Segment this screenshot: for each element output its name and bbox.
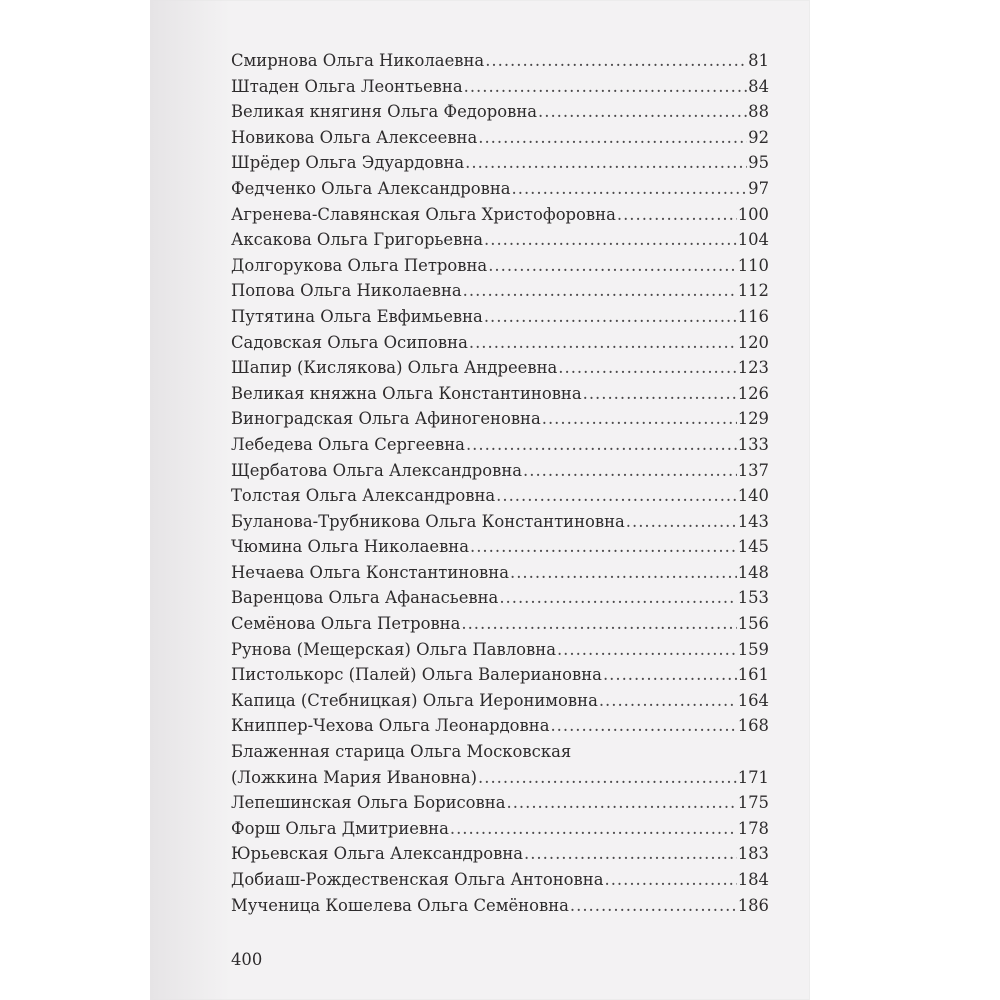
toc-entry-page: 175: [737, 793, 769, 813]
toc-entry: [231, 74, 769, 100]
toc-entry-name: Юрьевская Ольга Александровна: [231, 844, 524, 864]
dot-leader: [506, 790, 736, 816]
toc-entry-page: 81: [748, 51, 769, 70]
toc-entry: [231, 637, 769, 663]
toc-entry-page: 100: [737, 204, 769, 224]
dot-leader: [478, 765, 737, 791]
toc-entry-name: Путятина Ольга Евфимьевна: [231, 306, 483, 326]
dot-leader: [478, 125, 747, 151]
toc-entry-page: 153: [737, 588, 769, 608]
toc-entry-line: [231, 739, 769, 765]
dot-leader: [542, 406, 737, 432]
toc-entry-name: Агренева-Славянская Ольга Христофоровна: [231, 204, 616, 224]
dot-leader: [488, 253, 736, 279]
toc-entry: [231, 150, 769, 176]
dot-leader: [538, 99, 747, 125]
toc-entry-name: Лебедева Ольга Сергеевна: [231, 434, 465, 454]
table-of-contents: [231, 48, 769, 918]
toc-entry-name: Капица (Стебницкая) Ольга Иеронимовна: [231, 690, 598, 710]
toc-entry-page: 92: [748, 127, 769, 147]
toc-entry-name: Виноградская Ольга Афиногеновна: [231, 409, 541, 429]
toc-entry-page: 97: [748, 178, 769, 198]
toc-entry-name: Щербатова Ольга Александровна: [231, 460, 523, 480]
toc-entry-name: Книппер-Чехова Ольга Леонардовна: [231, 716, 550, 736]
toc-entry: [231, 227, 769, 253]
toc-entry-name: Великая княгиня Ольга Федоровна: [231, 102, 538, 122]
toc-entry-page: 112: [737, 281, 769, 301]
dot-leader: [523, 458, 737, 484]
toc-entry-page: 88: [748, 102, 769, 122]
toc-entry-page: 126: [737, 383, 769, 403]
dot-leader: [558, 355, 736, 381]
toc-entry-name: Варенцова Ольга Афанасьевна: [231, 588, 499, 608]
toc-entry: [231, 381, 769, 407]
toc-entry: [231, 483, 769, 509]
dot-leader: [604, 867, 736, 893]
toc-entry-page: 183: [737, 844, 769, 864]
toc-entry: [231, 278, 769, 304]
toc-entry: [231, 432, 769, 458]
toc-entry-page: 143: [737, 511, 769, 531]
toc-entry: [231, 125, 769, 151]
toc-entry: [231, 713, 769, 739]
toc-entry-page: 184: [737, 870, 769, 889]
toc-entry: [231, 585, 769, 611]
toc-entry-page: 186: [737, 895, 769, 915]
dot-leader: [463, 278, 737, 304]
toc-entry: [231, 202, 769, 228]
toc-entry-page: 145: [737, 537, 769, 557]
toc-entry-name: Мученица Кошелева Ольга Семёновна: [231, 895, 569, 915]
toc-entry: [231, 355, 769, 381]
toc-entry-page: 140: [737, 486, 769, 506]
dot-leader: [464, 74, 748, 100]
dot-leader: [524, 841, 737, 867]
dot-leader: [599, 688, 737, 714]
toc-entry: [231, 841, 769, 867]
dot-leader: [484, 304, 737, 330]
toc-entry-name: Аксакова Ольга Григорьевна: [231, 230, 484, 250]
toc-entry: [231, 662, 769, 688]
dot-leader: [550, 713, 736, 739]
dot-leader: [512, 176, 748, 202]
toc-entry: [231, 560, 769, 586]
dot-leader: [510, 560, 737, 586]
toc-entry-name: Штаден Ольга Леонтьевна: [231, 76, 463, 96]
toc-entry-name: (Ложкина Мария Ивановна): [231, 767, 478, 787]
toc-entry-name: Смирнова Ольга Николаевна: [231, 51, 485, 70]
dot-leader: [484, 227, 737, 253]
toc-entry: [231, 253, 769, 279]
toc-entry-name: Чюмина Ольга Николаевна: [231, 537, 470, 557]
toc-entry-name: Блаженная старица Ольга Московская: [231, 742, 572, 762]
toc-entry-name: Великая княжна Ольга Константиновна: [231, 383, 582, 403]
toc-entry-name: Долгорукова Ольга Петровна: [231, 255, 488, 275]
toc-entry-page: 171: [737, 767, 769, 787]
toc-entry-page: 95: [748, 153, 769, 173]
dot-leader: [626, 509, 737, 535]
toc-entry: [231, 509, 769, 535]
toc-entry-name: Шапир (Кислякова) Ольга Андреевна: [231, 358, 558, 378]
toc-entry: [231, 176, 769, 202]
dot-leader: [617, 202, 737, 228]
dot-leader: [461, 611, 736, 637]
toc-entry: [231, 893, 769, 919]
toc-entry-name: Пистолькорс (Палей) Ольга Валериановна: [231, 665, 602, 685]
toc-entry-page: 178: [737, 818, 769, 838]
dot-leader: [557, 637, 737, 663]
dot-leader: [485, 48, 747, 74]
toc-entry-page: 120: [737, 332, 769, 352]
toc-entry-line: [231, 765, 769, 791]
toc-entry: [231, 330, 769, 356]
toc-entry-name: Семёнова Ольга Петровна: [231, 614, 461, 634]
toc-entry: [231, 304, 769, 330]
toc-entry-page: 137: [737, 460, 769, 480]
toc-entry-page: 116: [737, 306, 769, 326]
dot-leader: [583, 381, 737, 407]
toc-entry-name: Нечаева Ольга Константиновна: [231, 562, 509, 582]
toc-entry-page: 164: [737, 690, 769, 710]
toc-entry-name: Рунова (Мещерская) Ольга Павловна: [231, 639, 556, 659]
toc-entry-page: 84: [748, 76, 769, 96]
page-number: 400: [231, 950, 263, 969]
toc-entry: [231, 611, 769, 637]
toc-entry-page: 168: [737, 716, 769, 736]
dot-leader: [570, 893, 737, 919]
toc-entry: [231, 790, 769, 816]
toc-entry-page: 148: [737, 562, 769, 582]
toc-entry-name: Толстая Ольга Александровна: [231, 486, 496, 506]
toc-entry-page: 129: [737, 409, 769, 429]
toc-entry-name: Садовская Ольга Осиповна: [231, 332, 468, 352]
toc-entry-page: 159: [737, 639, 769, 659]
dot-leader: [469, 330, 737, 356]
toc-entry: [231, 406, 769, 432]
toc-entry-page: 110: [737, 255, 769, 275]
toc-entry-name: Буланова-Трубникова Ольга Константиновна: [231, 511, 625, 531]
toc-entry-page: 104: [737, 230, 769, 250]
toc-entry: [231, 99, 769, 125]
toc-entry: [231, 867, 769, 893]
toc-entry: [231, 534, 769, 560]
toc-entry: [231, 688, 769, 714]
toc-entry-page: 161: [737, 665, 769, 685]
toc-entry: [231, 458, 769, 484]
toc-entry-name: Попова Ольга Николаевна: [231, 281, 462, 301]
dot-leader: [603, 662, 737, 688]
toc-entry-name: Добиаш-Рождественская Ольга Антоновна: [231, 870, 604, 889]
dot-leader: [470, 534, 737, 560]
toc-entry-name: Лепешинская Ольга Борисовна: [231, 793, 506, 813]
toc-entry-name: Форш Ольга Дмитриевна: [231, 818, 449, 838]
toc-entry: [231, 816, 769, 842]
toc-entry: [231, 48, 769, 74]
dot-leader: [499, 585, 736, 611]
toc-entry-name: Новикова Ольга Алексеевна: [231, 127, 478, 147]
toc-entry-page: 156: [737, 614, 769, 634]
dot-leader: [465, 150, 747, 176]
toc-entry: [231, 739, 769, 790]
toc-entry-page: 133: [737, 434, 769, 454]
toc-entry-name: Федченко Ольга Александровна: [231, 178, 511, 198]
dot-leader: [496, 483, 737, 509]
toc-entry-page: 123: [737, 358, 769, 378]
dot-leader: [450, 816, 737, 842]
dot-leader: [466, 432, 737, 458]
toc-entry-name: Шрёдер Ольга Эдуардовна: [231, 153, 465, 173]
